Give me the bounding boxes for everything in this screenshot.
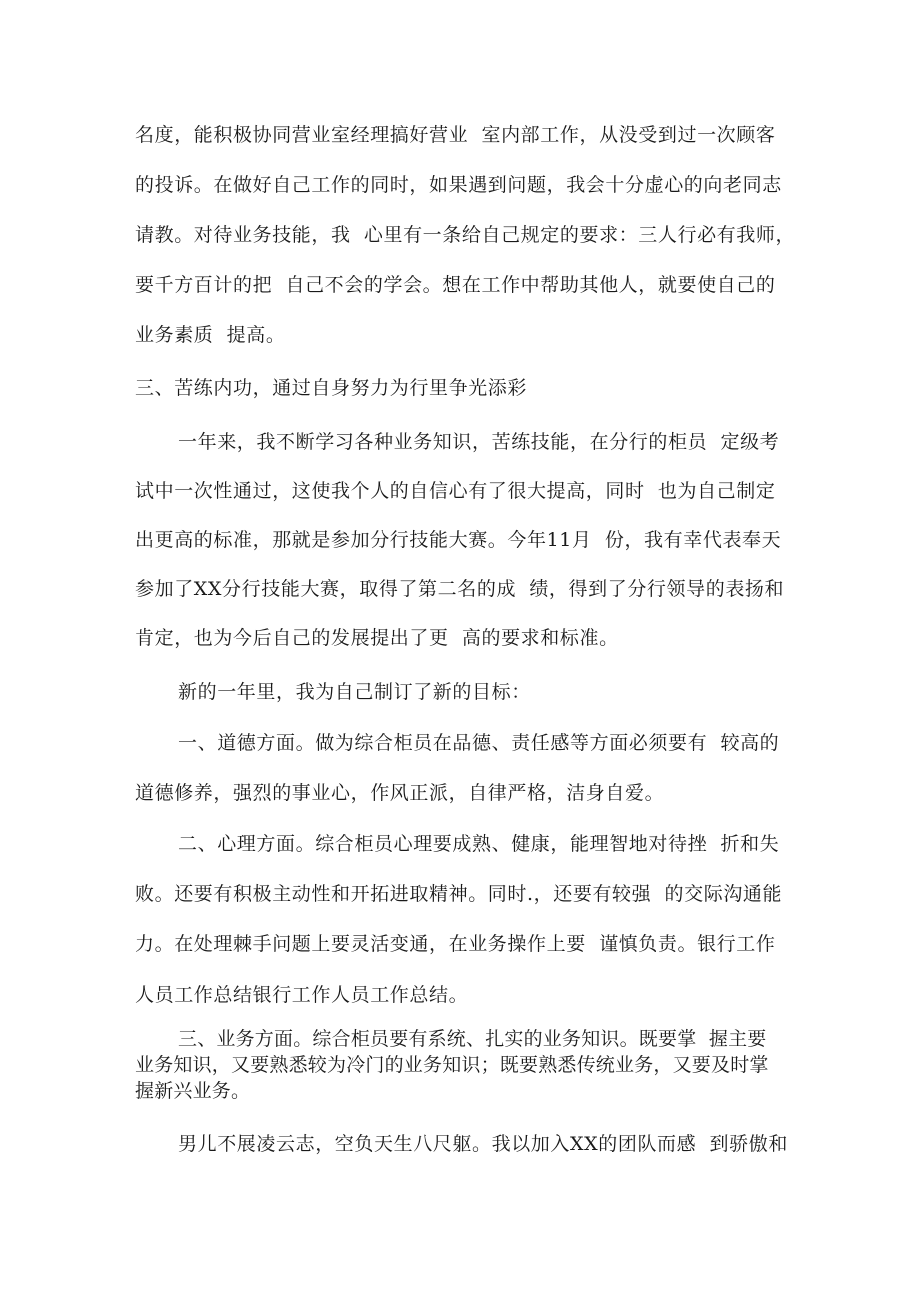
text-line: 名度，能积极协同营业室经理搞好营业 室内部工作，从没受到过一次顾客 (135, 124, 776, 146)
text-line: 二、心理方面。综合柜员心理要成熟、健康，能理智地对待挫 折和失 (178, 833, 780, 855)
text-line: 肯定，也为今后自己的发展提出了更 高的要求和标准。 (135, 627, 619, 649)
text-line: 参加了XX分行技能大赛，取得了第二名的成 绩，得到了分行领导的表扬和 (135, 578, 785, 600)
text-line: 要千方百计的把 自己不会的学会。想在工作中帮助其他人，就要使自己的 (135, 274, 776, 296)
text-line: 试中一次性通过，这使我个人的自信心有了很大提高，同时 也为自己制定 (135, 480, 776, 502)
text-line: 道德修养，强烈的事业心，作风正派，自律严格，洁身自爱。 (135, 782, 665, 804)
text-line: 一年来，我不断学习各种业务知识，苦练技能，在分行的柜员 定级考 (178, 431, 780, 453)
text-line: 人员工作总结银行工作人员工作总结。 (135, 984, 469, 1006)
section-heading: 三、苦练内功，通过自身努力为行里争光添彩 (135, 377, 528, 399)
text-line: 力。在处理棘手问题上要灵活变通，在业务操作上要 谨慎负责。银行工作 (135, 933, 776, 955)
text-line: 的投诉。在做好自己工作的同时，如果遇到问题，我会十分虚心的向老同志 (135, 174, 782, 196)
text-line: 出更高的标准，那就是参加分行技能大赛。今年11月 份，我有幸代表奉天 (135, 529, 782, 551)
text-line: 三、业务方面。综合柜员要有系统、扎实的业务知识。既要掌 握主要 (178, 1028, 767, 1050)
text-line: 男儿不展凌云志，空负天生八尺躯。我以加入XX的团队而感 到骄傲和 (178, 1133, 788, 1155)
text-line: 败。还要有积极主动性和开拓进取精神。同时.，还要有较强 的交际沟通能 (135, 883, 783, 905)
text-line: 新的一年里，我为自己制订了新的目标： (178, 681, 531, 703)
text-line: 握新兴业务。 (135, 1080, 251, 1102)
text-line: 业务知识，又要熟悉较为冷门的业务知识；既要熟悉传统业务，又要及时掌 (135, 1054, 769, 1076)
text-line: 请教。对待业务技能，我 心里有一条给自己规定的要求：三人行必有我师， (135, 224, 796, 246)
text-line: 一、道德方面。做为综合柜员在品德、责任感等方面必须要有 较高的 (178, 732, 780, 754)
text-line: 业务素质 提高。 (135, 324, 286, 346)
